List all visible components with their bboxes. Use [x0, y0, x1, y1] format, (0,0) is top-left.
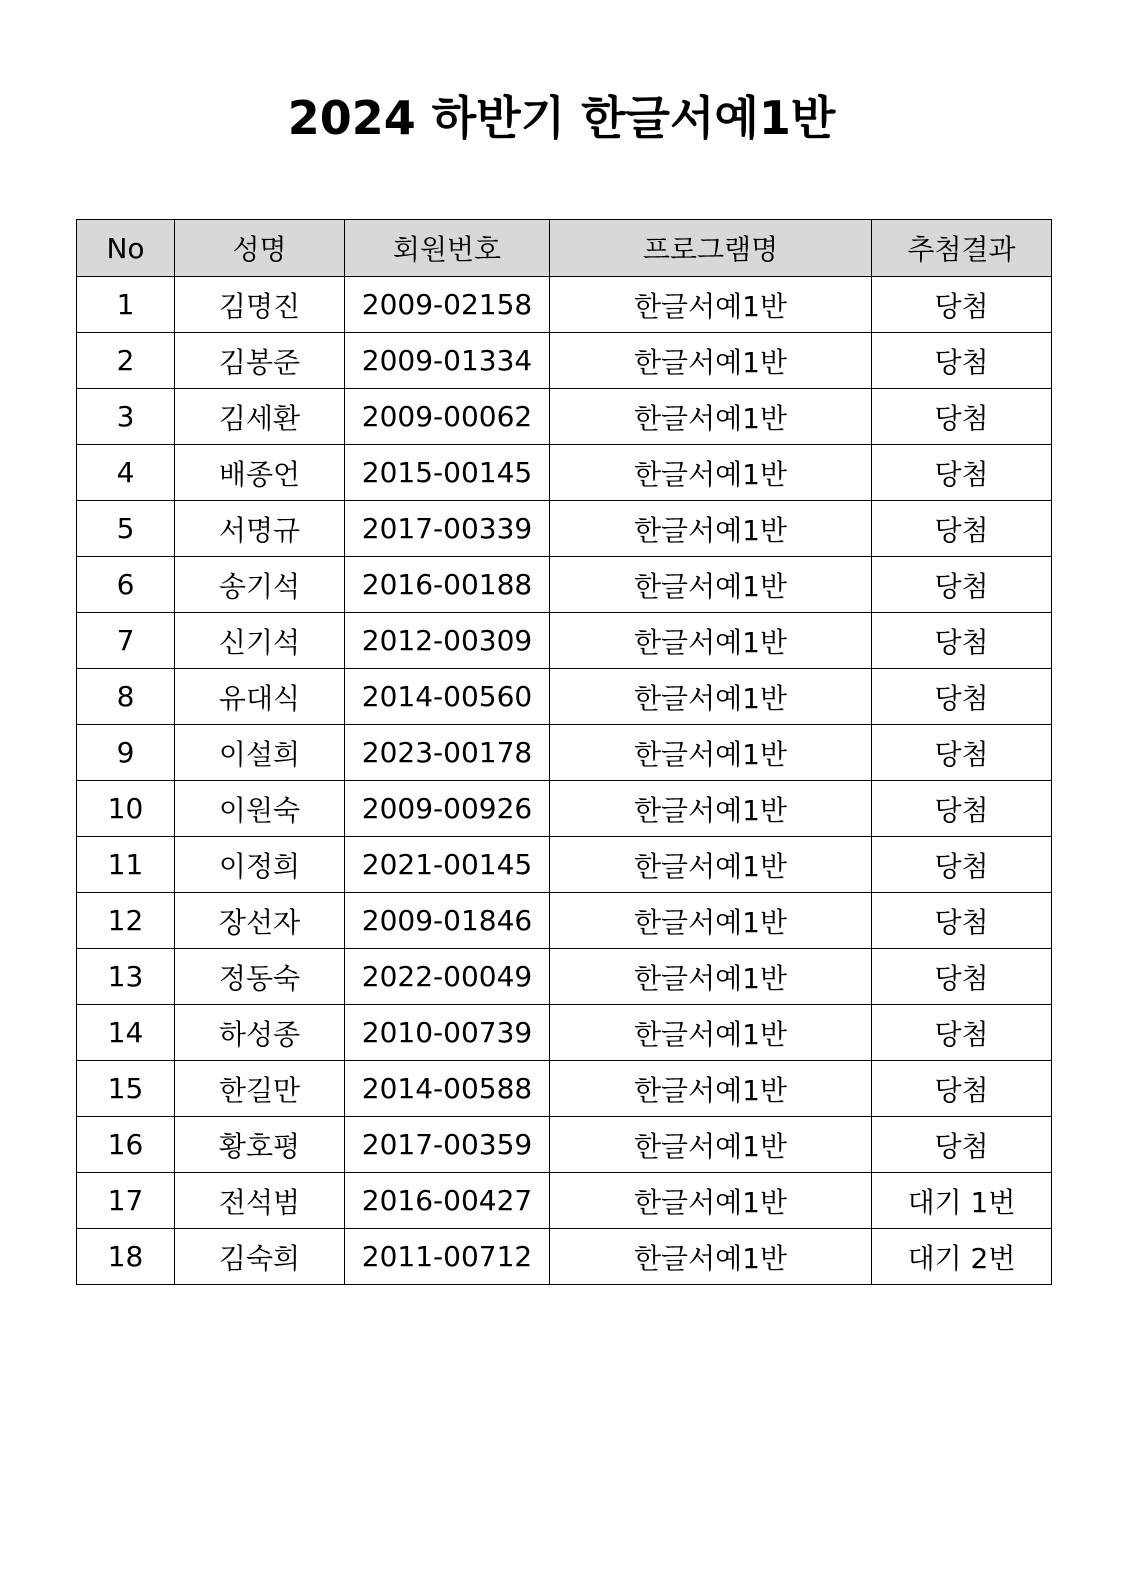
table-header [77, 220, 1052, 277]
table-row [77, 1005, 1052, 1061]
table-row [77, 1061, 1052, 1117]
cell-member-id: 2009-00926 [345, 781, 550, 837]
cell-name: 송기석 [175, 557, 345, 613]
header-row [77, 220, 1052, 277]
table-row [77, 613, 1052, 669]
cell-member-id: 2009-01846 [345, 893, 550, 949]
cell-name: 신기석 [175, 613, 345, 669]
page-title: 2024 하반기 한글서예1반 [287, 91, 836, 145]
cell-result: 당첨 [872, 669, 1052, 725]
table-row [77, 837, 1052, 893]
cell-program: 한글서예1반 [550, 725, 872, 781]
table-body [77, 277, 1052, 1285]
cell-name: 전석범 [175, 1173, 345, 1229]
cell-result: 당첨 [872, 1005, 1052, 1061]
cell-result: 당첨 [872, 1061, 1052, 1117]
cell-no: 16 [77, 1117, 175, 1173]
cell-member-id: 2016-00188 [345, 557, 550, 613]
table-row [77, 1229, 1052, 1285]
column-header-member-id: 회원번호 [345, 220, 550, 277]
lottery-results-table [76, 219, 1052, 1285]
cell-name: 이정희 [175, 837, 345, 893]
cell-name: 김봉준 [175, 333, 345, 389]
cell-result: 당첨 [872, 501, 1052, 557]
cell-result: 당첨 [872, 277, 1052, 333]
cell-name: 배종언 [175, 445, 345, 501]
cell-member-id: 2015-00145 [345, 445, 550, 501]
cell-member-id: 2014-00560 [345, 669, 550, 725]
cell-result: 당첨 [872, 557, 1052, 613]
cell-no: 12 [77, 893, 175, 949]
cell-result: 당첨 [872, 893, 1052, 949]
cell-member-id: 2009-01334 [345, 333, 550, 389]
cell-program: 한글서예1반 [550, 501, 872, 557]
cell-result: 당첨 [872, 949, 1052, 1005]
cell-member-id: 2011-00712 [345, 1229, 550, 1285]
cell-program: 한글서예1반 [550, 1229, 872, 1285]
column-header-no: No [77, 220, 175, 277]
cell-no: 9 [77, 725, 175, 781]
cell-no: 8 [77, 669, 175, 725]
cell-name: 서명규 [175, 501, 345, 557]
cell-member-id: 2009-02158 [345, 277, 550, 333]
cell-no: 6 [77, 557, 175, 613]
cell-result: 대기 1번 [872, 1173, 1052, 1229]
cell-no: 7 [77, 613, 175, 669]
cell-program: 한글서예1반 [550, 557, 872, 613]
cell-program: 한글서예1반 [550, 781, 872, 837]
cell-no: 13 [77, 949, 175, 1005]
cell-result: 당첨 [872, 613, 1052, 669]
cell-program: 한글서예1반 [550, 1117, 872, 1173]
cell-no: 11 [77, 837, 175, 893]
cell-name: 하성종 [175, 1005, 345, 1061]
cell-program: 한글서예1반 [550, 277, 872, 333]
cell-name: 한길만 [175, 1061, 345, 1117]
cell-program: 한글서예1반 [550, 1005, 872, 1061]
cell-no: 2 [77, 333, 175, 389]
cell-result: 당첨 [872, 781, 1052, 837]
cell-member-id: 2009-00062 [345, 389, 550, 445]
table-row [77, 669, 1052, 725]
cell-name: 장선자 [175, 893, 345, 949]
cell-program: 한글서예1반 [550, 333, 872, 389]
table-row [77, 1117, 1052, 1173]
table-row [77, 781, 1052, 837]
table-row [77, 277, 1052, 333]
cell-name: 황호평 [175, 1117, 345, 1173]
cell-member-id: 2017-00359 [345, 1117, 550, 1173]
cell-result: 당첨 [872, 445, 1052, 501]
cell-member-id: 2021-00145 [345, 837, 550, 893]
table-row [77, 389, 1052, 445]
cell-result: 당첨 [872, 333, 1052, 389]
cell-no: 1 [77, 277, 175, 333]
cell-program: 한글서예1반 [550, 669, 872, 725]
column-header-program: 프로그램명 [550, 220, 872, 277]
cell-program: 한글서예1반 [550, 613, 872, 669]
cell-name: 이설희 [175, 725, 345, 781]
table-row [77, 725, 1052, 781]
cell-program: 한글서예1반 [550, 893, 872, 949]
cell-result: 당첨 [872, 725, 1052, 781]
table-row [77, 893, 1052, 949]
cell-no: 15 [77, 1061, 175, 1117]
cell-no: 4 [77, 445, 175, 501]
cell-program: 한글서예1반 [550, 445, 872, 501]
cell-result: 대기 2번 [872, 1229, 1052, 1285]
cell-no: 3 [77, 389, 175, 445]
cell-program: 한글서예1반 [550, 837, 872, 893]
table-row [77, 949, 1052, 1005]
cell-name: 유대식 [175, 669, 345, 725]
cell-member-id: 2022-00049 [345, 949, 550, 1005]
cell-name: 정동숙 [175, 949, 345, 1005]
table-row [77, 501, 1052, 557]
cell-no: 18 [77, 1229, 175, 1285]
cell-member-id: 2017-00339 [345, 501, 550, 557]
cell-member-id: 2023-00178 [345, 725, 550, 781]
table-row [77, 445, 1052, 501]
cell-no: 5 [77, 501, 175, 557]
cell-name: 김숙희 [175, 1229, 345, 1285]
cell-program: 한글서예1반 [550, 949, 872, 1005]
column-header-result: 추첨결과 [872, 220, 1052, 277]
cell-program: 한글서예1반 [550, 1173, 872, 1229]
cell-member-id: 2012-00309 [345, 613, 550, 669]
cell-result: 당첨 [872, 837, 1052, 893]
table-row [77, 1173, 1052, 1229]
cell-result: 당첨 [872, 1117, 1052, 1173]
cell-name: 김세환 [175, 389, 345, 445]
column-header-name: 성명 [175, 220, 345, 277]
cell-program: 한글서예1반 [550, 389, 872, 445]
cell-member-id: 2010-00739 [345, 1005, 550, 1061]
cell-name: 김명진 [175, 277, 345, 333]
cell-name: 이원숙 [175, 781, 345, 837]
table-row [77, 557, 1052, 613]
cell-member-id: 2016-00427 [345, 1173, 550, 1229]
cell-result: 당첨 [872, 389, 1052, 445]
cell-no: 10 [77, 781, 175, 837]
cell-member-id: 2014-00588 [345, 1061, 550, 1117]
cell-no: 14 [77, 1005, 175, 1061]
cell-no: 17 [77, 1173, 175, 1229]
cell-program: 한글서예1반 [550, 1061, 872, 1117]
table-row [77, 333, 1052, 389]
